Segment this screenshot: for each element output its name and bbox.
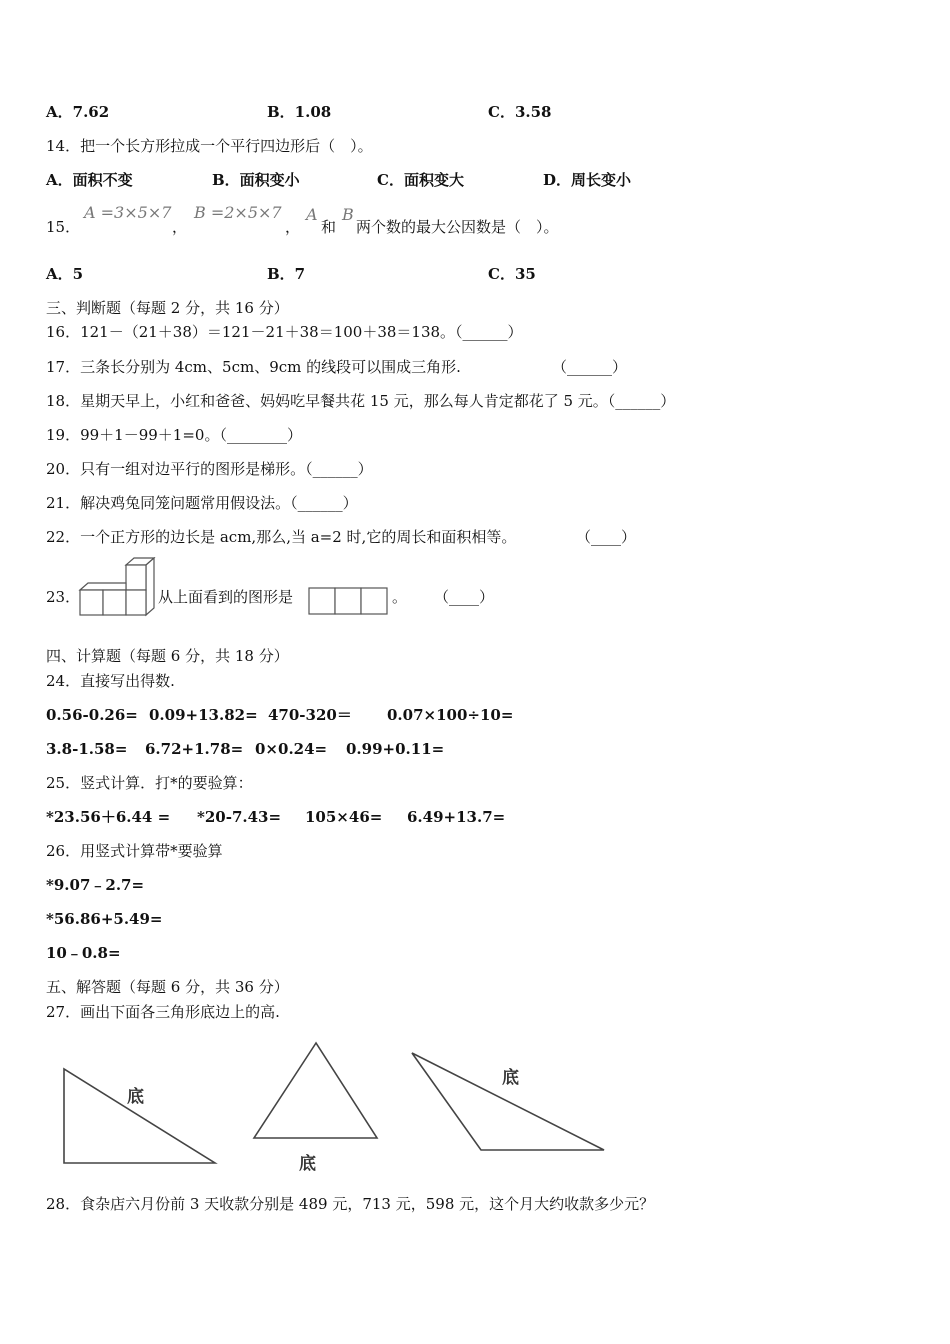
- q24-stem: 24．直接写出得数.: [46, 672, 175, 690]
- q26-item: *9.07﹣2.7=: [46, 876, 145, 894]
- q24-item: 470-320＝: [268, 706, 352, 724]
- q15-option-a: A．5: [46, 265, 84, 283]
- q25-item: *23.56＋6.44 =: [46, 808, 171, 826]
- q25-stem: 25．竖式计算．打*的要验算：: [46, 774, 253, 792]
- triangles-figure: [40, 1035, 620, 1180]
- cube-stack-figure: [78, 557, 158, 619]
- q26-stem: 26．用竖式计算带*要验算: [46, 842, 223, 860]
- q24-item: 0.09+13.82=: [149, 706, 258, 724]
- q18-text: 18．星期天早上，小红和爸爸、妈妈吃早餐共花 15 元，那么每人肯定都花了 5 元。（______）: [46, 392, 676, 410]
- q22-answer-blank[interactable]: （____）: [576, 528, 637, 546]
- q15-option-c: C．35: [488, 265, 536, 283]
- section-4-title: 四、计算题（每题 6 分，共 18 分）: [46, 647, 289, 665]
- q15-option-b: B．7: [267, 265, 306, 283]
- acute-triangle: [254, 1043, 377, 1138]
- q15-tail: 两个数的最大公因数是（ ）。: [356, 218, 559, 236]
- q24-item: 3.8-1.58=: [46, 740, 128, 758]
- q26-item: *56.86+5.49=: [46, 910, 163, 928]
- q27-stem: 27．画出下面各三角形底边上的高.: [46, 1003, 280, 1021]
- cube-front-1: [80, 590, 103, 615]
- cube-front-2: [103, 590, 126, 615]
- q13-option-c: C．3.58: [488, 103, 552, 121]
- q15-expr-b: B =2×5×7: [194, 203, 282, 222]
- q20-text: 20．只有一组对边平行的图形是梯形。（______）: [46, 460, 373, 478]
- q13-option-b: B．1.08: [267, 103, 332, 121]
- q19-text: 19．99＋1－99＋1=0。（________）: [46, 426, 302, 444]
- cube-front-3: [126, 590, 146, 615]
- q26-item: 10﹣0.8=: [46, 944, 121, 962]
- q15-number: 15．: [46, 218, 81, 236]
- q15-comma-2: ，: [285, 218, 301, 236]
- q23-period: 。: [392, 588, 408, 606]
- q14-option-d: D．周长变小: [543, 171, 632, 189]
- q17-text: 17．三条长分别为 4cm、5cm、9cm 的线段可以围成三角形.: [46, 358, 461, 376]
- q23-answer-blank[interactable]: （____）: [434, 588, 495, 606]
- q15-var-b: B: [342, 205, 354, 224]
- q25-item: *20-7.43=: [197, 808, 282, 826]
- cube-row-top: [80, 583, 126, 590]
- q15-expr-a: A =3×5×7: [84, 203, 172, 222]
- q14-option-a: A．面积不变: [46, 171, 133, 189]
- q25-item: 105×46=: [305, 808, 383, 826]
- q28-stem: 28．食杂店六月份前 3 天收款分别是 489 元，713 元，598 元，这个月大约收款多少元？: [46, 1195, 655, 1213]
- cube-side-face: [146, 558, 154, 615]
- base-label-1: 底: [127, 1087, 144, 1107]
- q14-option-c: C．面积变大: [377, 171, 464, 189]
- q22-text: 22．一个正方形的边长是 acm,那么,当 a=2 时,它的周长和面积相等。: [46, 528, 517, 546]
- q14-stem: 14．把一个长方形拉成一个平行四边形后（ ）。: [46, 137, 373, 155]
- q17-answer-blank[interactable]: （______）: [552, 358, 628, 376]
- top-view-square-3: [361, 588, 387, 614]
- right-triangle: [64, 1069, 215, 1163]
- section-5-title: 五、解答题（每题 6 分，共 36 分）: [46, 978, 289, 996]
- q25-item: 6.49+13.7=: [407, 808, 506, 826]
- q14-option-b: B．面积变小: [212, 171, 300, 189]
- top-view-figure: [307, 586, 389, 616]
- q24-item: 0.56-0.26=: [46, 706, 138, 724]
- top-view-square-2: [335, 588, 361, 614]
- q24-item: 0.07×100÷10=: [387, 706, 514, 724]
- q23-number: 23．: [46, 588, 81, 606]
- q15-comma-1: ，: [172, 218, 188, 236]
- q15-var-a: A: [306, 205, 318, 224]
- base-label-3: 底: [502, 1068, 519, 1088]
- q23-middle-text: 从上面看到的图形是: [158, 588, 294, 606]
- q24-item: 6.72+1.78=: [145, 740, 244, 758]
- q13-option-a: A．7.62: [46, 103, 110, 121]
- base-label-2: 底: [299, 1154, 316, 1174]
- q15-and: 和: [321, 218, 337, 236]
- q24-item: 0×0.24=: [255, 740, 328, 758]
- top-view-square-1: [309, 588, 335, 614]
- section-3-title: 三、判断题（每题 2 分，共 16 分）: [46, 299, 289, 317]
- cube-upper-front: [126, 565, 146, 590]
- q16-text: 16．121－（21＋38）＝121－21＋38＝100＋38＝138。（______）: [46, 323, 523, 341]
- q21-text: 21．解决鸡兔同笼问题常用假设法。（______）: [46, 494, 358, 512]
- q24-item: 0.99+0.11=: [346, 740, 445, 758]
